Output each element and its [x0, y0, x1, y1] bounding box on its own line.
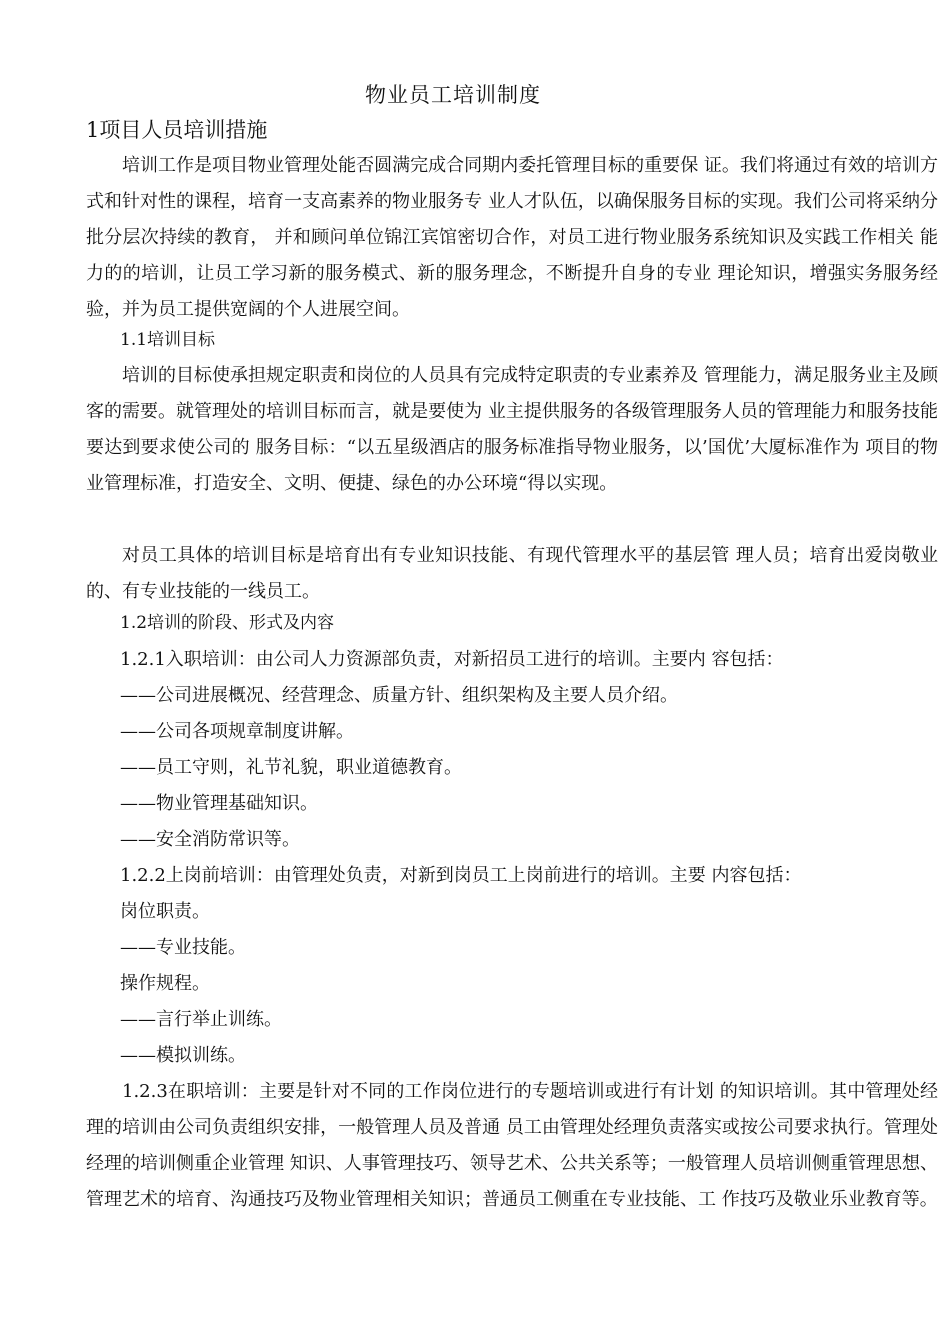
list-item: ——模拟训练。 [120, 1045, 246, 1066]
list-item: ——公司各项规章制度讲解。 [120, 721, 354, 742]
intro-paragraph: 培训工作是项目物业管理处能否圆满完成合同期内委托管理目标的重要保 证。我们将通过有效的培训方式和针对性的课程，培育一支高素养的物业服务专 业人才队伍，以确保服务目标的实现。我们公司将采纳分批分层次持续的教育， 并和顾问单位锦江宾馆密切合作，对员工进行物业服务系统知识及实践工作相关 能力的的培训，让员工学习新的服务模式、新的服务理念，不断提升自身的专业 理论知识，增强实务服务经验，并为员工提供宽阔的个人进展空间。 [86, 155, 938, 320]
list-item: 岗位职责。 [120, 901, 210, 922]
section-heading-1-2: 1.2培训的阶段、形式及内容 [120, 613, 335, 633]
document-title: 物业员工培训制度 [365, 83, 541, 107]
staff-goal-paragraph: 对员工具体的培训目标是培育出有专业知识技能、有现代管理水平的基层管 理人员；培育出爱岗敬业的、有专业技能的一线员工。 [86, 545, 938, 602]
list-item: ——物业管理基础知识。 [120, 793, 318, 814]
pre-job-training-intro: 1.2.2上岗前培训：由管理处负责，对新到岗员工上岗前进行的培训。主要 内容包括： [120, 865, 802, 886]
section-heading-1: 1项目人员培训措施 [86, 118, 268, 142]
list-item: ——安全消防常识等。 [120, 829, 300, 850]
section-heading-1-1: 1.1培训目标 [120, 330, 216, 350]
list-item: ——公司进展概况、经营理念、质量方针、组织架构及主要人员介绍。 [120, 685, 678, 706]
training-goal-paragraph: 培训的目标使承担规定职责和岗位的人员具有完成特定职责的专业素养及 管理能力，满足服务业主及顾客的需要。就管理处的培训目标而言，就是要使为 业主提供服务的各级管理服务人员的管理能力和服务技能要达到要求使公司的 服务目标：“以五星级酒店的服务标准指导物业服务，以’国优’大厦标准作为 项目的物业管理标准，打造安全、文明、便捷、绿色的办公环境“得以实现。 [86, 365, 938, 494]
onboarding-training-intro: 1.2.1入职培训：由公司人力资源部负责，对新招员工进行的培训。主要内 容包括： [120, 649, 784, 670]
on-job-training-paragraph: 1.2.3在职培训：主要是针对不同的工作岗位进行的专题培训或进行有计划 的知识培训。其中管理处经理的培训由公司负责组织安排，一般管理人员及普通 员工由管理处经理负责落实或按公司要求执行。管理处经理的培训侧重企业管理 知识、人事管理技巧、领导艺术、公共关系等；一般管理人员培训侧重管理思想、 管理艺术的培育、沟通技巧及物业管理相关知识；普通员工侧重在专业技能、工 作技巧及敬业乐业教育等。 [86, 1081, 938, 1210]
list-item: ——言行举止训练。 [120, 1009, 282, 1030]
list-item: 操作规程。 [120, 973, 210, 994]
list-item: ——专业技能。 [120, 937, 246, 958]
list-item: ——员工守则，礼节礼貌，职业道德教育。 [120, 757, 462, 778]
